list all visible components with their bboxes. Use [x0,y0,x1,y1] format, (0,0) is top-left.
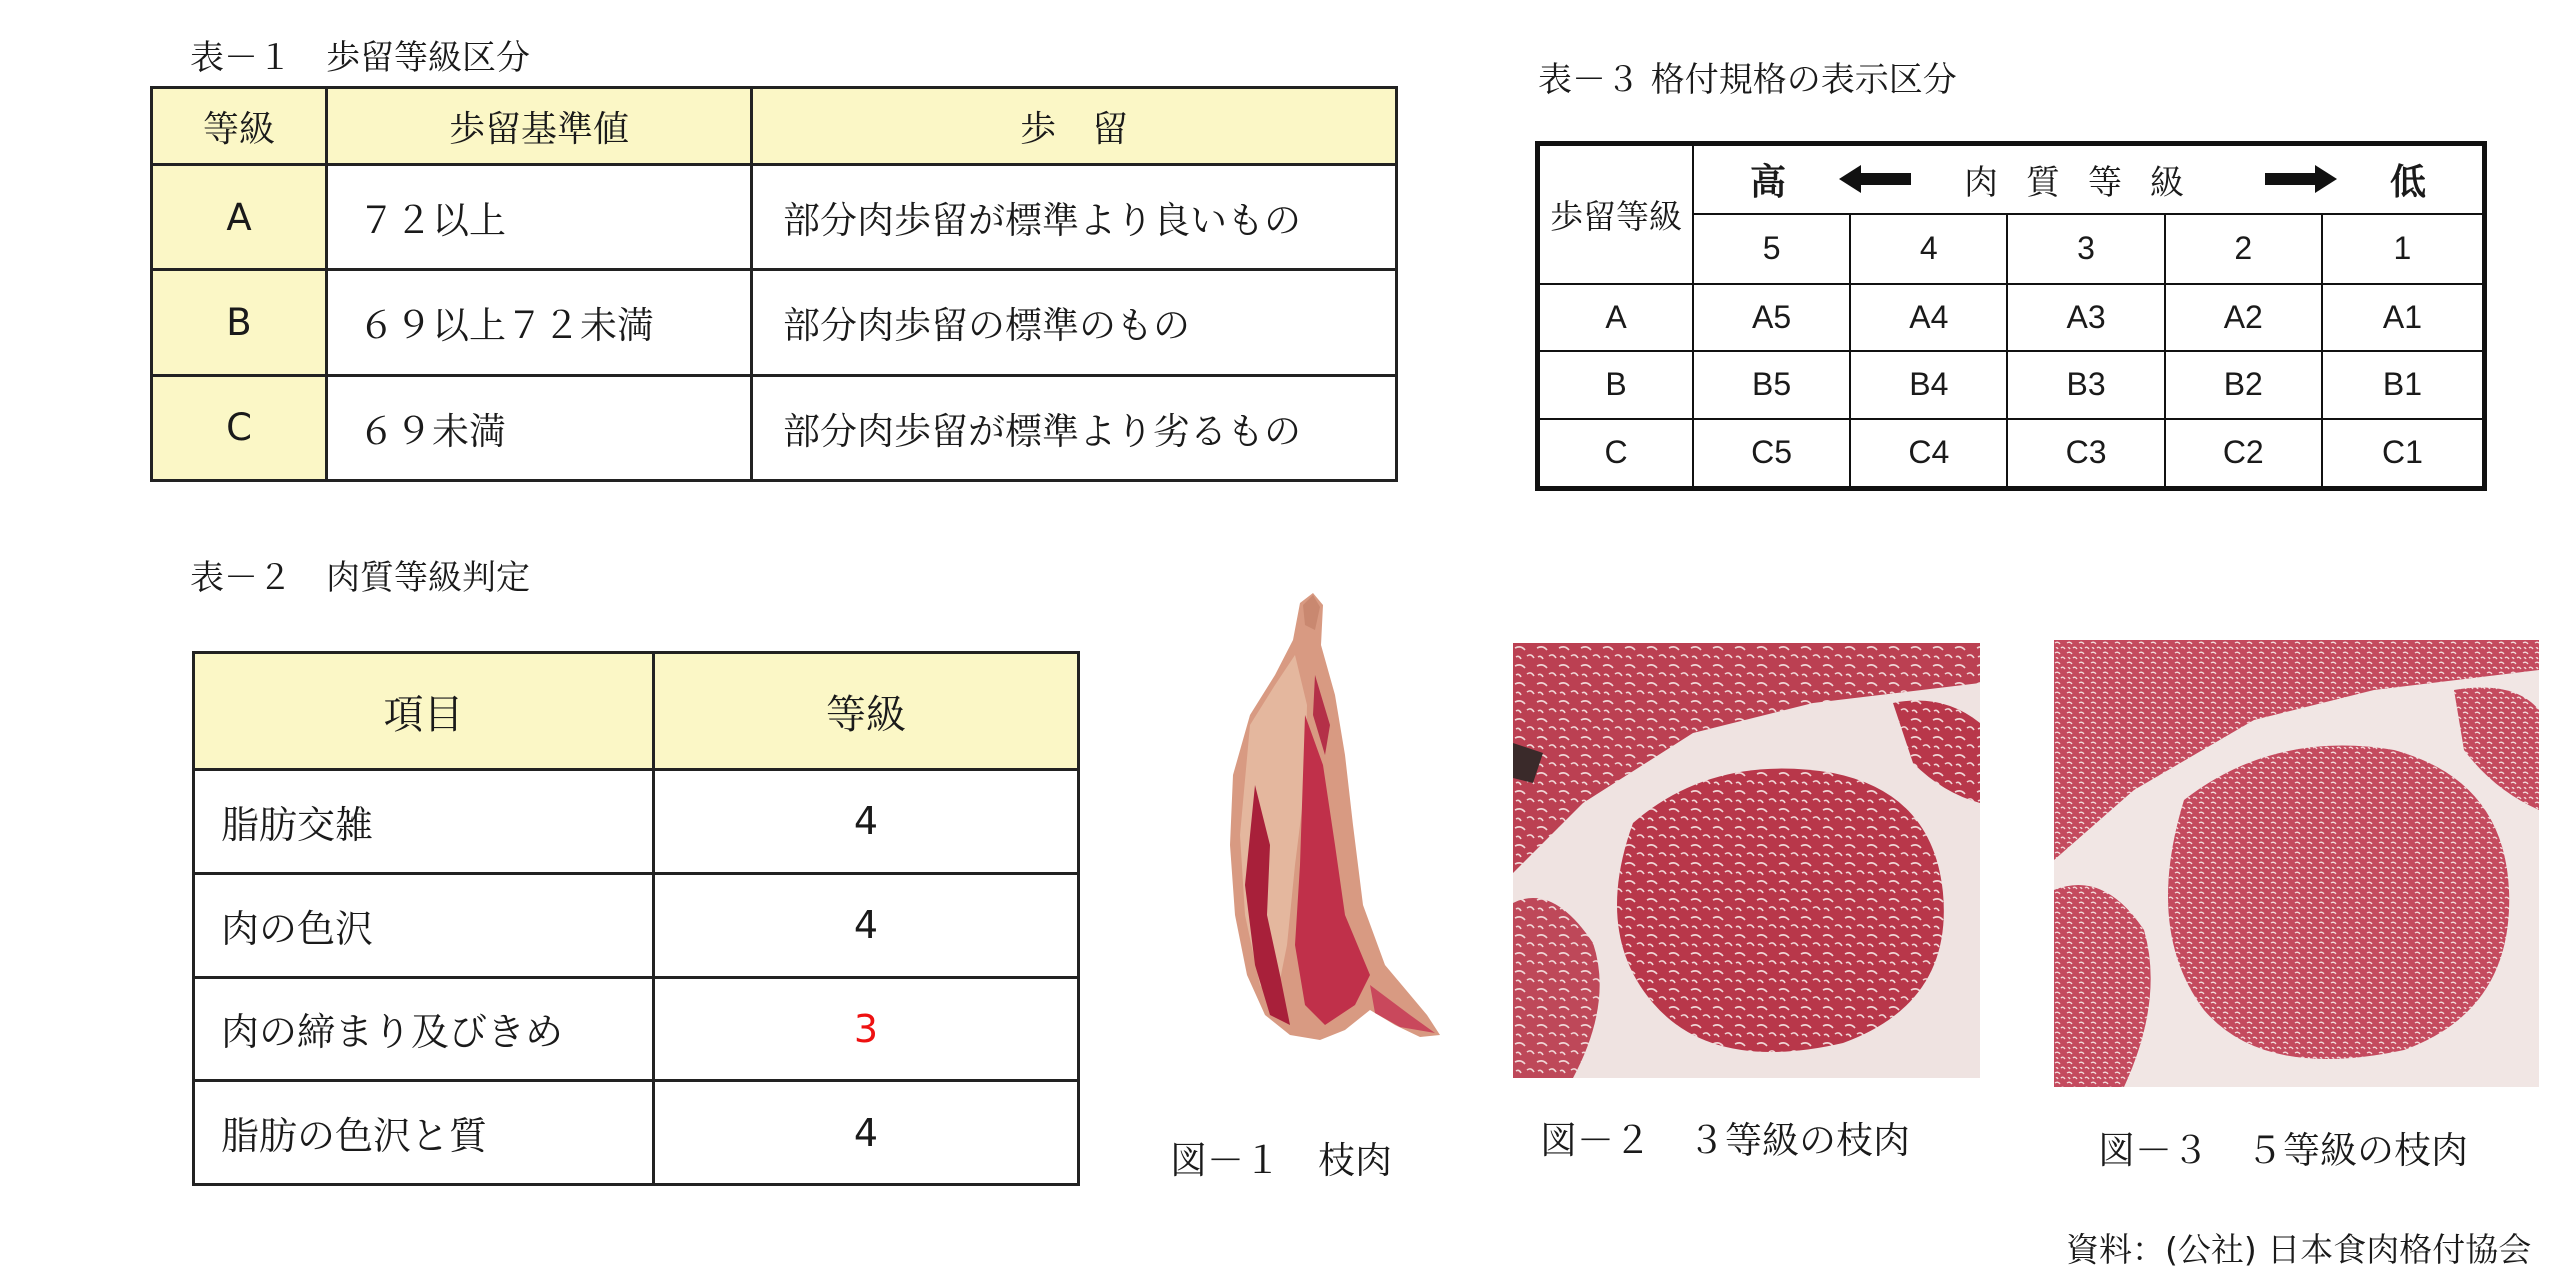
grade-code: A5 [1693,284,1850,352]
row-label: A [1538,284,1694,352]
table1-title: 表－１ 歩留等級区分 [190,38,530,78]
grade-code: C4 [1850,419,2007,489]
row-label: C [1538,419,1694,489]
table-row [152,375,1397,480]
table-row [194,977,1079,1081]
table2-title: 表－２ 肉質等級判定 [190,558,530,598]
marbled-beef-grade5-image [2054,640,2539,1087]
col-header: 4 [1850,214,2007,284]
grade-cell: 4 [654,1081,1079,1185]
grade-cell: 4 [654,873,1079,977]
row-header-label: 歩留等級 [1538,144,1694,284]
item-cell: 脂肪の色沢と質 [194,1081,654,1185]
grade-cell-highlight: 3 [654,977,1079,1081]
value-cell: ６９以上７２未満 [327,270,752,375]
meat-quality-scale [1693,144,2485,214]
grade-code: B4 [1850,351,2007,419]
table1-header-grade: 等級 [152,88,327,165]
desc-cell: 部分肉歩留の標準のもの [752,270,1397,375]
table2-header-item: 項目 [194,653,654,770]
yield-grade-table [150,86,1398,482]
grade-cell: B [152,270,327,375]
arrow-left-icon [1839,165,1911,193]
grade-code: C3 [2007,419,2164,489]
meat-quality-table [192,651,1080,1186]
table-row [194,873,1079,977]
table-row [194,770,1079,874]
value-cell: ７２以上 [327,165,752,270]
table-row [194,1081,1079,1185]
grade-cell: 4 [654,770,1079,874]
grade-cell: C [152,375,327,480]
col-header: 2 [2165,214,2322,284]
table1-header-value: 歩留基準値 [327,88,752,165]
figure3-caption: 図－３ ５等級の枝肉 [2098,1129,2468,1172]
grade-code: C2 [2165,419,2322,489]
item-cell: 肉の締まり及びきめ [194,977,654,1081]
scale-mid-label: 肉質等級 [1963,162,2212,203]
grade-code: A4 [1850,284,2007,352]
grade-code: C5 [1693,419,1850,489]
table2-header-grade: 等級 [654,653,1079,770]
table-row [1538,351,2485,419]
item-cell: 肉の色沢 [194,873,654,977]
grading-display-table [1535,141,2487,491]
scale-high-label: 高 [1750,161,1787,203]
row-label: B [1538,351,1694,419]
table-row [152,270,1397,375]
carcass-image [1195,585,1460,1070]
table-row [1538,284,2485,352]
table1-header-desc: 歩 留 [752,88,1397,165]
grade-code: A1 [2322,284,2485,352]
col-header: 1 [2322,214,2485,284]
marbled-beef-grade3-image [1513,643,1980,1078]
grade-code: B2 [2165,351,2322,419]
col-header: 3 [2007,214,2164,284]
grade-code: A2 [2165,284,2322,352]
item-cell: 脂肪交雑 [194,770,654,874]
arrow-right-icon [2265,165,2337,193]
table3-title: 表－３ 格付規格の表示区分 [1538,60,1957,100]
figure1-caption: 図－１ 枝肉 [1170,1139,1392,1182]
table-row [1538,419,2485,489]
grade-cell: A [152,165,327,270]
col-header: 5 [1693,214,1850,284]
desc-cell: 部分肉歩留が標準より劣るもの [752,375,1397,480]
table-row [152,165,1397,270]
value-cell: ６９未満 [327,375,752,480]
grade-code: B3 [2007,351,2164,419]
figure2-caption: 図－２ ３等級の枝肉 [1540,1119,1910,1162]
grade-code: A3 [2007,284,2164,352]
grade-code: B5 [1693,351,1850,419]
scale-low-label: 低 [2389,161,2426,203]
grade-code: B1 [2322,351,2485,419]
desc-cell: 部分肉歩留が標準より良いもの [752,165,1397,270]
grade-code: C1 [2322,419,2485,489]
source-note: 資料：(公社) 日本食肉格付協会 [2066,1230,2532,1269]
